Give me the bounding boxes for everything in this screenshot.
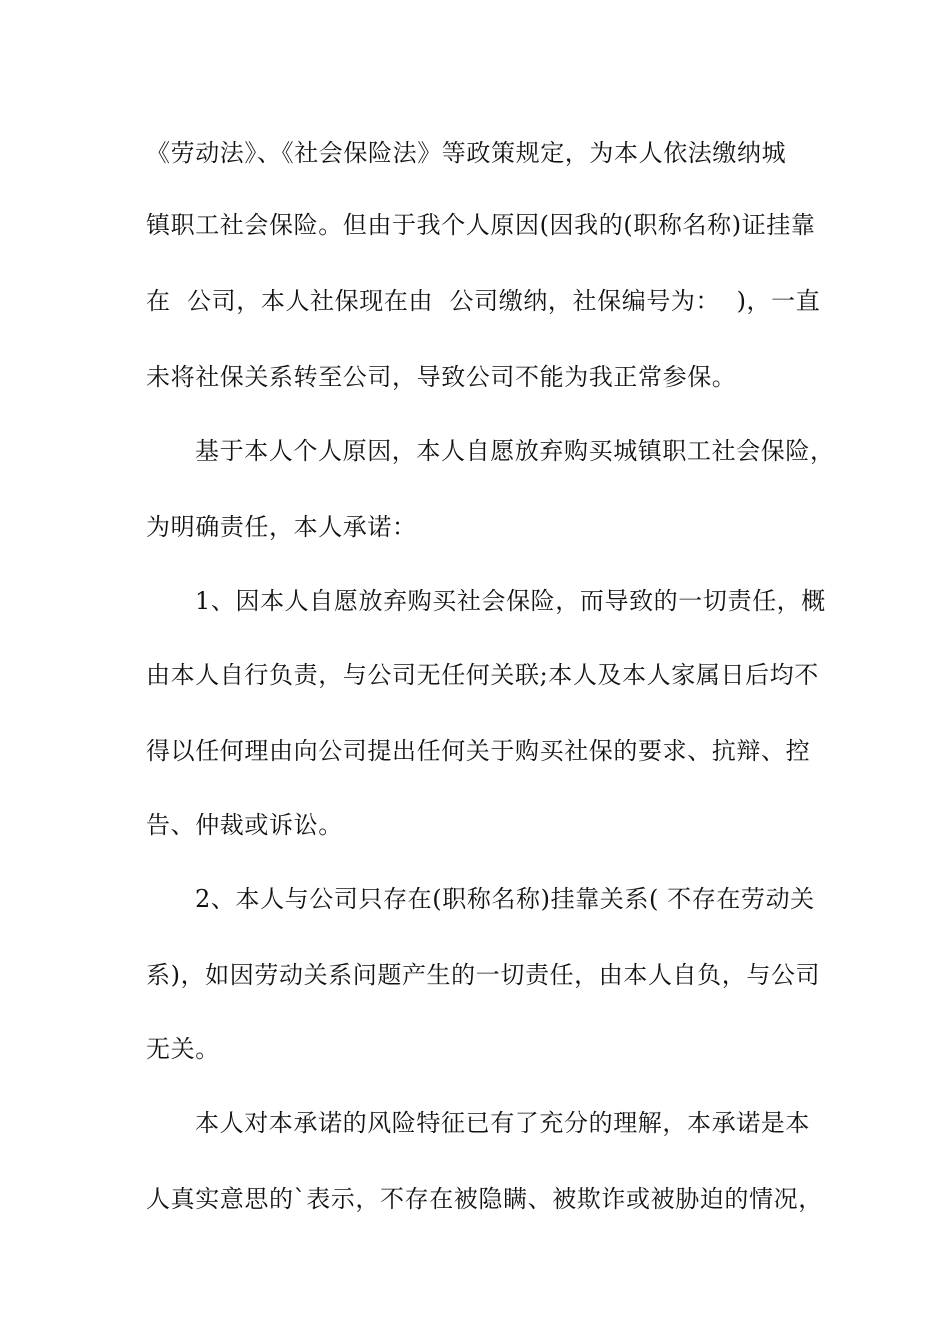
text-line: 由本人自行负责，与公司无任何关联;本人及本人家属日后均不: [146, 661, 819, 689]
text-line: 系)，如因劳动关系问题产生的一切责任，由本人自负，与公司: [146, 961, 821, 989]
paragraph-first-line: 基于本人个人原因，本人自愿放弃购买城镇职工社会保险，: [195, 437, 835, 465]
text-line: 《劳动法》、《社会保险法》等政策规定，为本人依法缴纳城: [146, 139, 787, 167]
text-line: 在 公司，本人社保现在由 公司缴纳，社保编号为： )，一直: [146, 287, 821, 315]
text-line: 镇职工社会保险。但由于我个人原因(因我的(职称名称)证挂靠: [146, 211, 816, 239]
text-line: 未将社保关系转至公司，导致公司不能为我正常参保。: [146, 363, 737, 391]
numbered-item-first-line: 1、因本人自愿放弃购买社会保险，而导致的一切责任，概: [195, 587, 826, 615]
text-line: 人真实意思的`表示，不存在被隐瞒、被欺诈或被胁迫的情况，: [146, 1185, 823, 1213]
paragraph-first-line: 本人对本承诺的风险特征已有了充分的理解，本承诺是本: [195, 1109, 810, 1137]
text-line: 为明确责任，本人承诺：: [146, 513, 417, 541]
text-line: 得以任何理由向公司提出任何关于购买社保的要求、抗辩、控: [146, 737, 811, 765]
text-line: 告、仲裁或诉讼。: [146, 811, 343, 839]
text-line: 无关。: [146, 1035, 220, 1063]
numbered-item-first-line: 2、本人与公司只存在(职称名称)挂靠关系( 不存在劳动关: [195, 885, 815, 913]
